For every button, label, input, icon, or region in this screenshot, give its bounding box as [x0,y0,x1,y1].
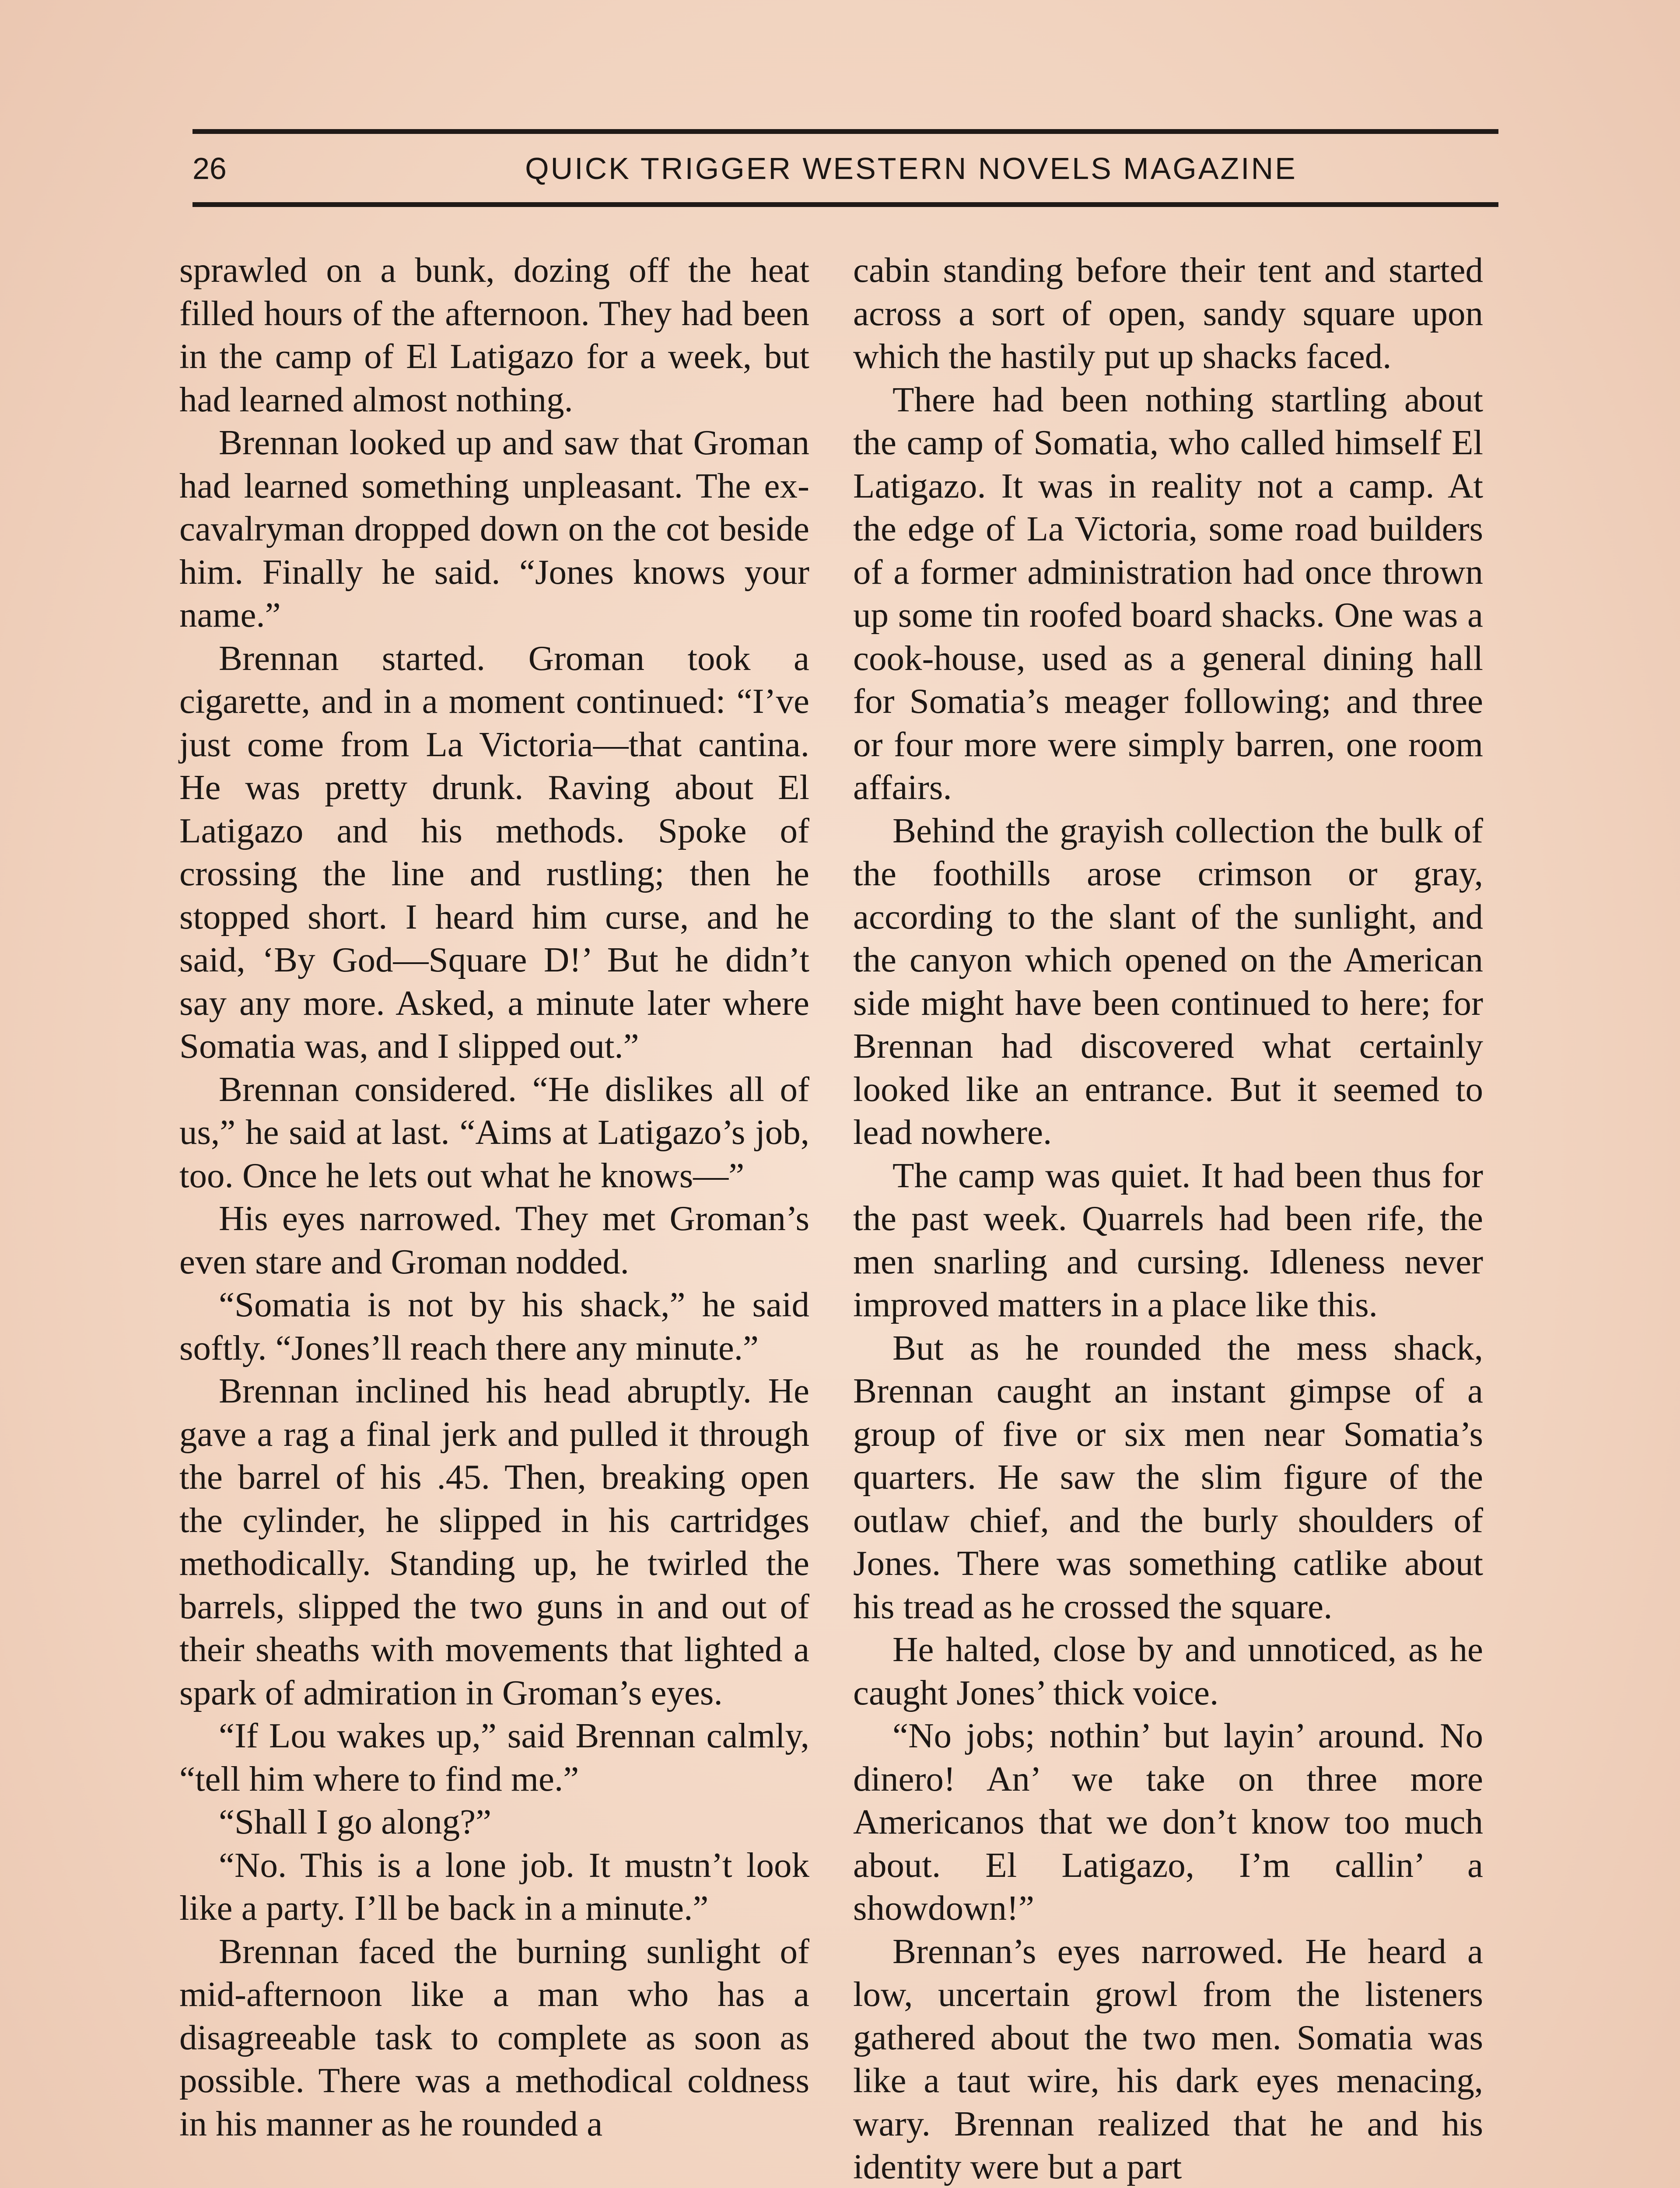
paragraph: He halted, close by and unnoticed, as he caught Jones’ thick voice. [853,1630,1483,1712]
paragraph: “If Lou wakes up,” said Brennan calmly, “tell him where to find me.” [179,1716,809,1799]
running-title: QUICK TRIGGER WESTERN NOVELS MAGAZINE [525,151,1297,186]
paragraph: Brennan inclined his head abruptly. He gave a rag a final jerk and pulled it through the barrel of his .45. Then, breaking open the cylinder, he slipped in his cartridges methodically. Standing up, he twirled the barrels, slipped the two guns in and out of their sheaths with movements that lighted a spark of admiration in Groman’s eyes. [179,1371,809,1712]
paragraph: “No. This is a lone job. It mustn’t look like a party. I’ll be back in a minute.” [179,1845,809,1928]
paragraph: Behind the grayish collection the bulk of the foothills arose crimson or gray, according to the slant of the sunlight, and the canyon which opened on the American side might have been continued to here; for Brennan had discovered what certainly looked like an entrance. But it seemed to lead nowhere. [853,810,1483,1152]
paragraph: “No jobs; nothin’ but layin’ around. No dinero! An’ we take on three more Americanos that we don’t know too much about. El Latigazo, I’m callin’ a showdown!” [853,1716,1483,1928]
paragraph: Brennan considered. “He dislikes all of us,” he said at last. “Aims at Latigazo’s job, too. Once he lets out what he knows—” [179,1069,809,1195]
paragraph: There had been nothing startling about the camp of Somatia, who called himself El Latigazo. It was in reality not a camp. At the edge of La Victoria, some road builders of a former administration had once thrown up some tin roofed board shacks. One was a cook-house, used as a general dining hall for Somatia’s meager following; and three or four more were simply barren, one room affairs. [853,379,1483,807]
paragraph: cabin standing before their tent and started across a sort of open, sandy square upon which the hastily put up shacks faced. [853,250,1483,376]
page-number: 26 [192,151,227,186]
paragraph: “Somatia is not by his shack,” he said softly. “Jones’ll reach there any minute.” [179,1285,809,1368]
header-top-rule [192,129,1498,134]
paragraph: The camp was quiet. It had been thus for the past week. Quarrels had been rife, the men snarling and cursing. Idleness never improved matters in a place like this. [853,1155,1483,1324]
paragraph: His eyes narrowed. They met Groman’s even stare and Groman nodded. [179,1199,809,1281]
paragraph: But as he rounded the mess shack, Brennan caught an instant gimpse of a group of five or six men near Somatia’s quarters. He saw the slim figure of the outlaw chief, and the burly shoulders of Jones. There was something catlike about his tread as he crossed the square. [853,1328,1483,1626]
paragraph: Brennan’s eyes narrowed. He heard a low, uncertain growl from the listeners gathered about the two men. Somatia was like a taut wire, his dark eyes menacing, wary. Brennan realized that he and his identity were but a part [853,1931,1483,2186]
paragraph: Brennan looked up and saw that Groman had learned something unpleasant. The ex-cavalryman dropped down on the cot beside him. Finally he said. “Jones knows your name.” [179,423,809,635]
header-bottom-rule [192,202,1498,207]
paragraph: Brennan faced the burning sunlight of mid-afternoon like a man who has a disagreeable task to complete as soon as possible. There was a methodical coldness in his manner as he rounded a [179,1931,809,2143]
paragraph: “Shall I go along?” [219,1802,492,1841]
paragraph: Brennan started. Groman took a cigarette, and in a moment continued: “I’ve just come from La Victoria—that cantina. He was pretty drunk. Raving about El Latigazo and his methods. Spoke of crossing the line and rustling; then he stopped short. I heard him curse, and he said, ‘By God—Square D!’ But he didn’t say any more. Asked, a minute later where Somatia was, and I slipped out.” [179,638,809,1066]
page-header [192,138,1498,199]
right-column [853,249,1483,2188]
paragraph: sprawled on a bunk, dozing off the heat filled hours of the afternoon. They had been in the camp of El Latigazo for a week, but had learned almost nothing. [179,250,809,419]
left-column [179,249,809,2188]
